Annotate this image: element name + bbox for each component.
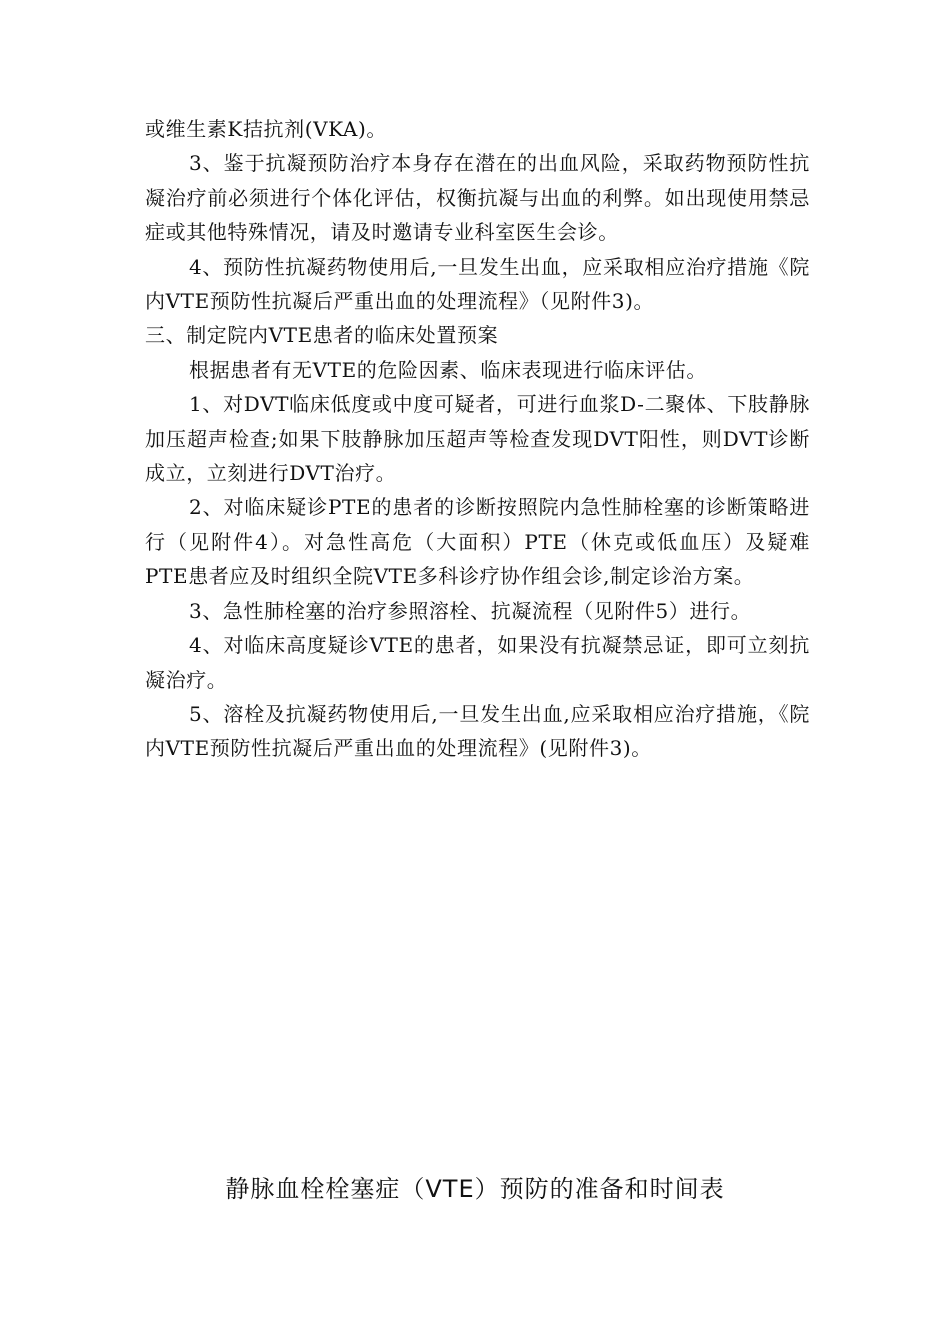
paragraph-dvt-diagnosis: 1、对DVT临床低度或中度可疑者，可进行血浆D-二聚体、下肢静脉加压超声检查;如果下肢静脉加压超声等检查发现DVT阳性，则DVT诊断成立，立刻进行DVT治疗。 (145, 392, 810, 486)
section-title: 静脉血栓栓塞症（VTE）预防的准备和时间表 (225, 1175, 725, 1203)
paragraph-pte-diagnosis: 2、对临床疑诊PTE的患者的诊断按照院内急性肺栓塞的诊断策略进行（见附件4）。对急性高危（大面积）PTE（休克或低血压）及疑难PTE患者应及时组织全院VTE多科诊疗协作组会诊,制定诊治方案。 (145, 495, 810, 589)
paragraph-bleeding-risk-assessment: 3、鉴于抗凝预防治疗本身存在潜在的出血风险，采取药物预防性抗凝治疗前必须进行个体化评估，权衡抗凝与出血的利弊。如出现使用禁忌症或其他特殊情况，请及时邀请专业科室医生会诊。 (145, 151, 810, 245)
document-body (145, 112, 810, 766)
paragraph-thrombolysis-bleeding: 5、溶栓及抗凝药物使用后,一旦发生出血,应采取相应治疗措施，《院内VTE预防性抗凝后严重出血的处理流程》(见附件3)。 (145, 701, 810, 761)
section-heading-clinical-plan: 三、制定院内VTE患者的临床处置预案 (145, 323, 499, 348)
paragraph-pe-treatment: 3、急性肺栓塞的治疗参照溶栓、抗凝流程（见附件5）进行。 (189, 598, 752, 623)
paragraph-vka-continuation: 或维生素K拮抗剂(VKA)。 (145, 117, 387, 141)
paragraph-clinical-evaluation: 根据患者有无VTE的危险因素、临床表现进行临床评估。 (189, 357, 707, 382)
paragraph-high-suspicion-vte: 4、对临床高度疑诊VTE的患者，如果没有抗凝禁忌证，即可立刻抗凝治疗。 (145, 633, 810, 692)
paragraph-bleeding-after-anticoagulation: 4、预防性抗凝药物使用后,一旦发生出血，应采取相应治疗措施《院内VTE预防性抗凝后严重出血的处理流程》（见附件3)。 (145, 254, 810, 314)
